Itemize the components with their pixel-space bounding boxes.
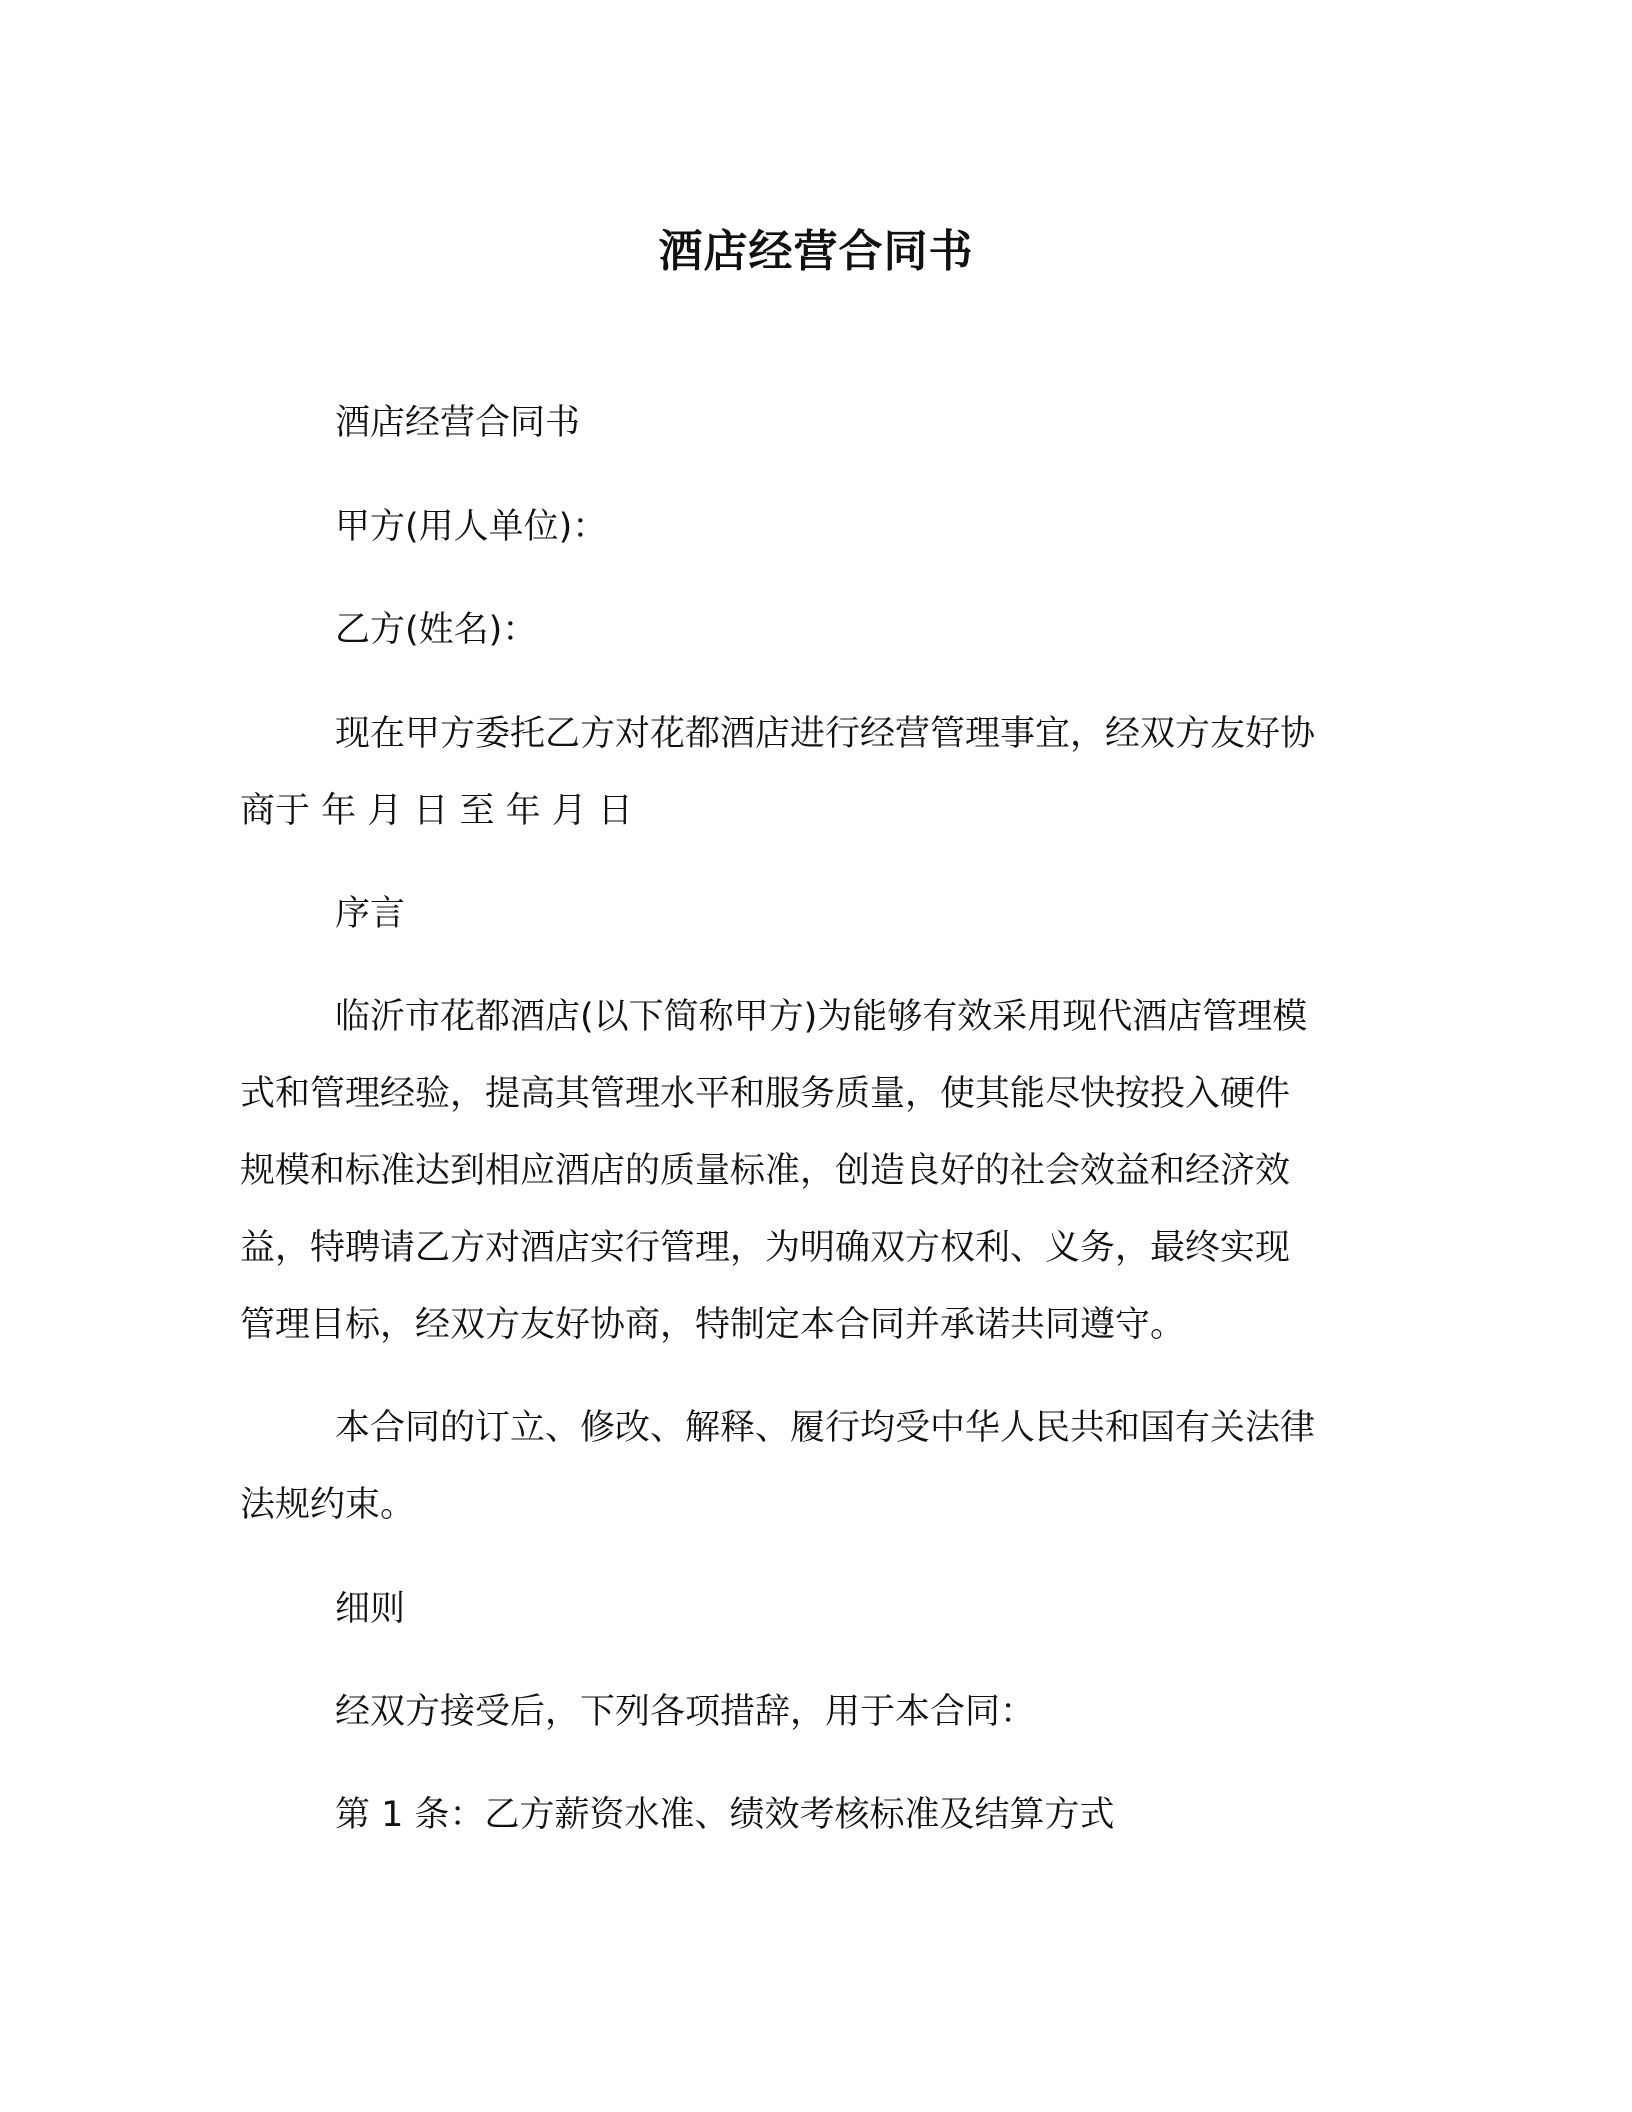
preface-paragraph-line: 临沂市花都酒店(以下简称甲方)为能够有效采用现代酒店管理模 [335, 997, 1308, 1037]
definitions-intro: 经双方接受后，下列各项措辞，用于本合同： [335, 1692, 1036, 1732]
party-b-label: 乙方(姓名)： [335, 610, 538, 650]
intro-paragraph-line: 现在甲方委托乙方对花都酒店进行经营管理事宜，经双方友好协 [335, 714, 1316, 754]
preface-paragraph-line: 管理目标，经双方友好协商，特制定本合同并承诺共同遵守。 [240, 1305, 1186, 1345]
article-1-heading: 第 1 条：乙方薪资水准、绩效考核标准及结算方式 [335, 1795, 1115, 1835]
section-heading-details: 细则 [335, 1589, 406, 1629]
law-paragraph-line: 本合同的订立、修改、解释、履行均受中华人民共和国有关法律 [335, 1408, 1316, 1448]
law-paragraph-line: 法规约束。 [240, 1485, 416, 1525]
section-heading-preface: 序言 [335, 894, 406, 934]
preface-paragraph-line: 式和管理经验，提高其管理水平和服务质量，使其能尽快按投入硬件 [240, 1074, 1291, 1114]
intro-paragraph-line: 商于 年 月 日 至 年 月 日 [240, 791, 633, 831]
preface-paragraph-line: 规模和标准达到相应酒店的质量标准，创造良好的社会效益和经济效 [240, 1151, 1291, 1191]
subtitle: 酒店经营合同书 [335, 403, 581, 443]
party-a-label: 甲方(用人单位)： [335, 507, 608, 547]
document-title: 酒店经营合同书 [658, 226, 974, 277]
preface-paragraph-line: 益，特聘请乙方对酒店实行管理，为明确双方权利、义务，最终实现 [240, 1228, 1291, 1268]
